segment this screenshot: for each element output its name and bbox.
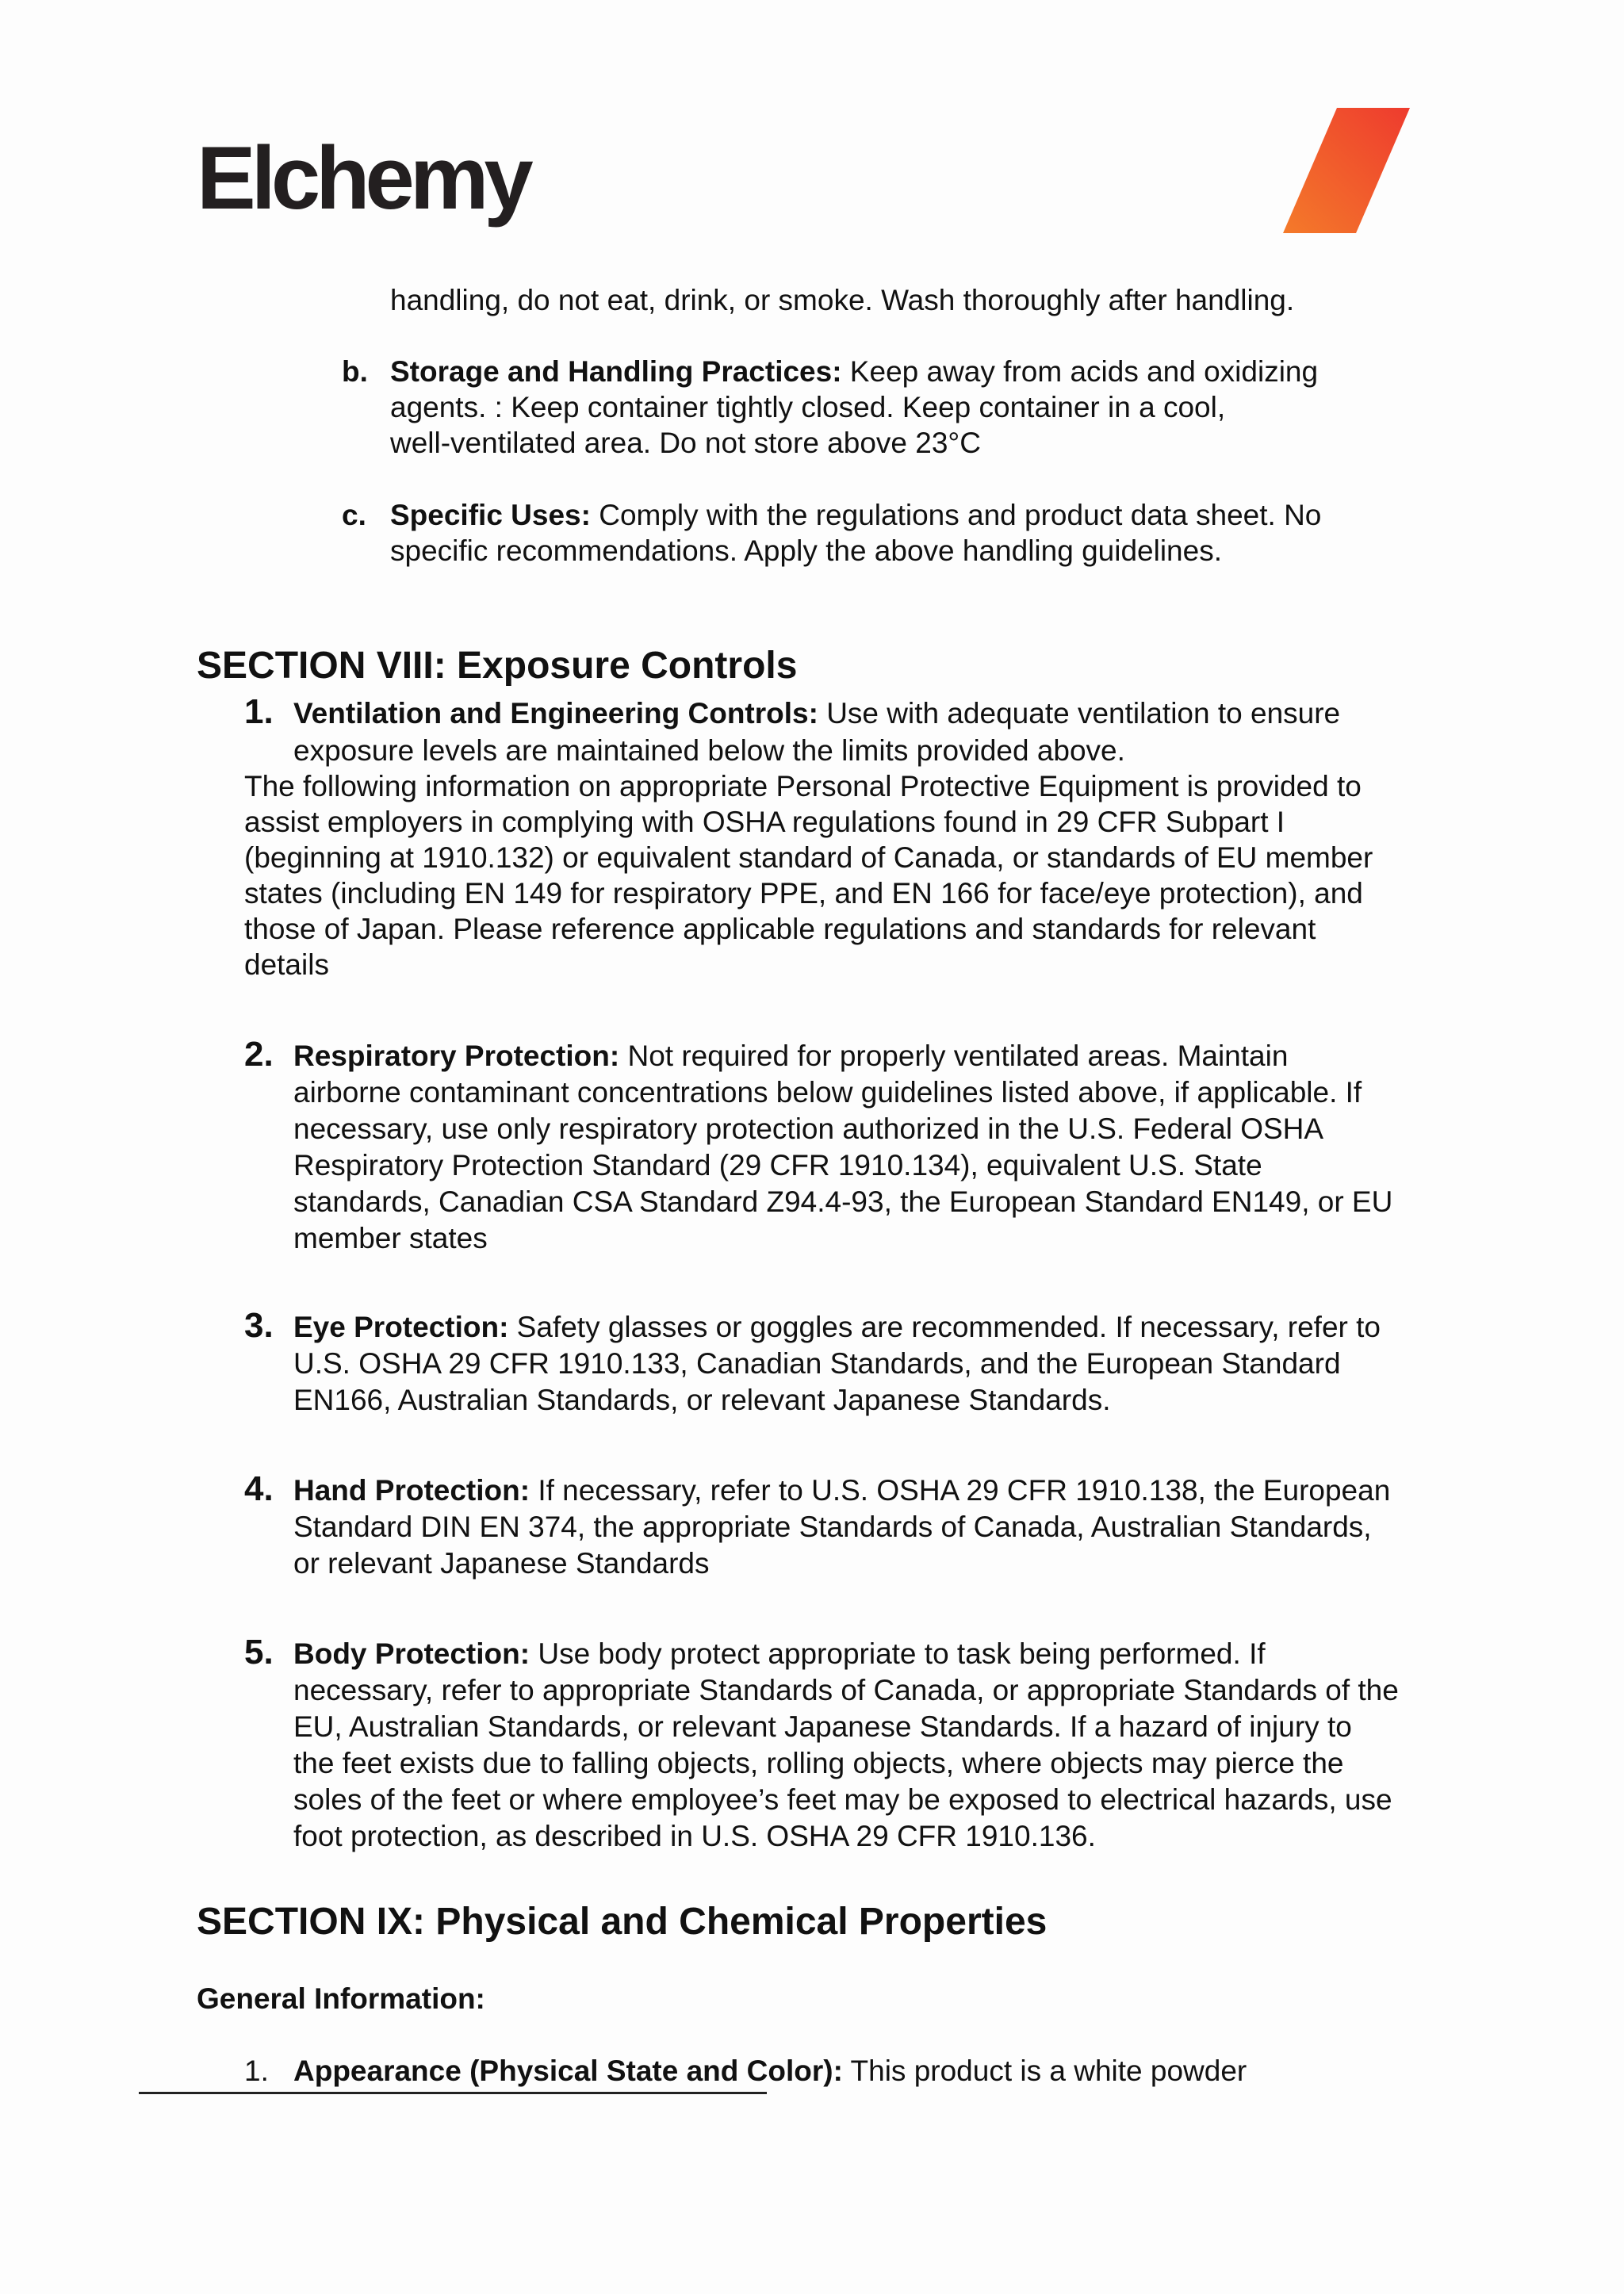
hand-protection-label: Hand Protection:: [293, 1474, 530, 1507]
body-protection-line4: the feet exists due to falling objects, rolling objects, where objects may pierce the: [293, 1747, 1344, 1779]
specific-uses-line2: specific recommendations. Apply the above handling guidelines.: [390, 534, 1222, 567]
ventilation-line2: exposure levels are maintained below the limits provided above.: [293, 734, 1125, 767]
ventilation-label: Ventilation and Engineering Controls:: [293, 697, 818, 730]
specific-uses-line1: [390, 498, 1321, 533]
storage-handling-line1: [390, 354, 1318, 389]
body-protection-label: Body Protection:: [293, 1637, 530, 1670]
storage-handling-text: Keep away from acids and oxidizing: [841, 355, 1319, 388]
respiratory-line6: member states: [293, 1222, 488, 1254]
ventilation-text: Use with adequate ventilation to ensure: [818, 697, 1341, 730]
item-c-marker: c.: [342, 499, 366, 531]
respiratory-line5: standards, Canadian CSA Standard Z94.4-93, the European Standard EN149, or EU: [293, 1185, 1393, 1218]
storage-handling-line3: well-ventilated area. Do not store above 23°C: [390, 427, 981, 459]
section-ix-heading: SECTION IX: Physical and Chemical Properties: [197, 1901, 1048, 1943]
ppe-paragraph-line4: states (including EN 149 for respiratory PPE, and EN 166 for face/eye protection), and: [244, 877, 1363, 910]
hand-protection-line3: or relevant Japanese Standards: [293, 1547, 710, 1580]
eye-protection-line3: EN166, Australian Standards, or relevant Japanese Standards.: [293, 1384, 1111, 1416]
hand-protection-line2: Standard DIN EN 374, the appropriate Standards of Canada, Australian Standards,: [293, 1511, 1372, 1543]
item-2-marker: 2.: [244, 1035, 274, 1074]
hand-protection-line1: [293, 1473, 1390, 1508]
ventilation-line1: [293, 696, 1340, 731]
handling-tail-text: handling, do not eat, drink, or smoke. Wash thoroughly after handling.: [390, 284, 1295, 316]
body-protection-text: Use body protect appropriate to task being performed. If: [530, 1637, 1266, 1670]
item-5-marker: 5.: [244, 1633, 274, 1672]
section-viii-heading: SECTION VIII: Exposure Controls: [197, 645, 798, 687]
brand-slash-icon: [1283, 108, 1410, 235]
logo-wordmark: Elchemy: [197, 128, 529, 228]
appearance-text: This product is a white powder: [842, 2055, 1247, 2087]
item-4-marker: 4.: [244, 1469, 274, 1508]
specific-uses-label: Specific Uses:: [390, 499, 591, 531]
storage-handling-line2: agents. : Keep container tightly closed. Keep container in a cool,: [390, 391, 1226, 423]
respiratory-text: Not required for properly ventilated areas. Maintain: [619, 1040, 1289, 1072]
body-protection-line2: necessary, refer to appropriate Standards of Canada, or appropriate Standards of the: [293, 1674, 1399, 1706]
respiratory-line4: Respiratory Protection Standard (29 CFR 1910.134), equivalent U.S. State: [293, 1149, 1262, 1181]
appearance-marker: 1.: [244, 2055, 269, 2087]
body-protection-line6: foot protection, as described in U.S. OSHA 29 CFR 1910.136.: [293, 1820, 1096, 1852]
respiratory-line2: airborne contaminant concentrations below guidelines listed above, if applicable. If: [293, 1076, 1362, 1109]
eye-protection-text: Safety glasses or goggles are recommended. If necessary, refer to: [508, 1311, 1381, 1343]
general-information-heading: General Information:: [197, 1982, 485, 2015]
item-3-marker: 3.: [244, 1306, 274, 1345]
ppe-paragraph-line1: The following information on appropriate Personal Protective Equipment is provided to: [244, 770, 1362, 802]
ppe-paragraph-line6: details: [244, 948, 329, 981]
respiratory-line1: [293, 1039, 1288, 1074]
hand-protection-text: If necessary, refer to U.S. OSHA 29 CFR 1910.138, the European: [530, 1474, 1391, 1507]
respiratory-line3: necessary, use only respiratory protection authorized in the U.S. Federal OSHA: [293, 1113, 1324, 1145]
eye-protection-line1: [293, 1310, 1381, 1345]
item-1-marker: 1.: [244, 692, 274, 731]
body-protection-line1: [293, 1637, 1266, 1672]
ppe-paragraph-line5: those of Japan. Please reference applicable regulations and standards for relevant: [244, 913, 1316, 945]
appearance-line: [293, 2054, 1247, 2089]
body-protection-line5: soles of the feet or where employee’s feet may be exposed to electrical hazards, use: [293, 1783, 1392, 1816]
eye-protection-label: Eye Protection:: [293, 1311, 509, 1343]
item-b-marker: b.: [342, 355, 368, 388]
ppe-paragraph-line3: (beginning at 1910.132) or equivalent standard of Canada, or standards of EU member: [244, 841, 1373, 874]
appearance-label: Appearance (Physical State and Color):: [293, 2055, 843, 2087]
footnote-divider: [139, 2092, 767, 2094]
respiratory-label: Respiratory Protection:: [293, 1040, 620, 1072]
storage-handling-label: Storage and Handling Practices:: [390, 355, 842, 388]
eye-protection-line2: U.S. OSHA 29 CFR 1910.133, Canadian Standards, and the European Standard: [293, 1347, 1341, 1380]
ppe-paragraph-line2: assist employers in complying with OSHA regulations found in 29 CFR Subpart I: [244, 806, 1285, 838]
specific-uses-text: Comply with the regulations and product data sheet. No: [590, 499, 1322, 531]
body-protection-line3: EU, Australian Standards, or relevant Japanese Standards. If a hazard of injury to: [293, 1710, 1352, 1743]
elchemy-logo: [197, 127, 530, 246]
